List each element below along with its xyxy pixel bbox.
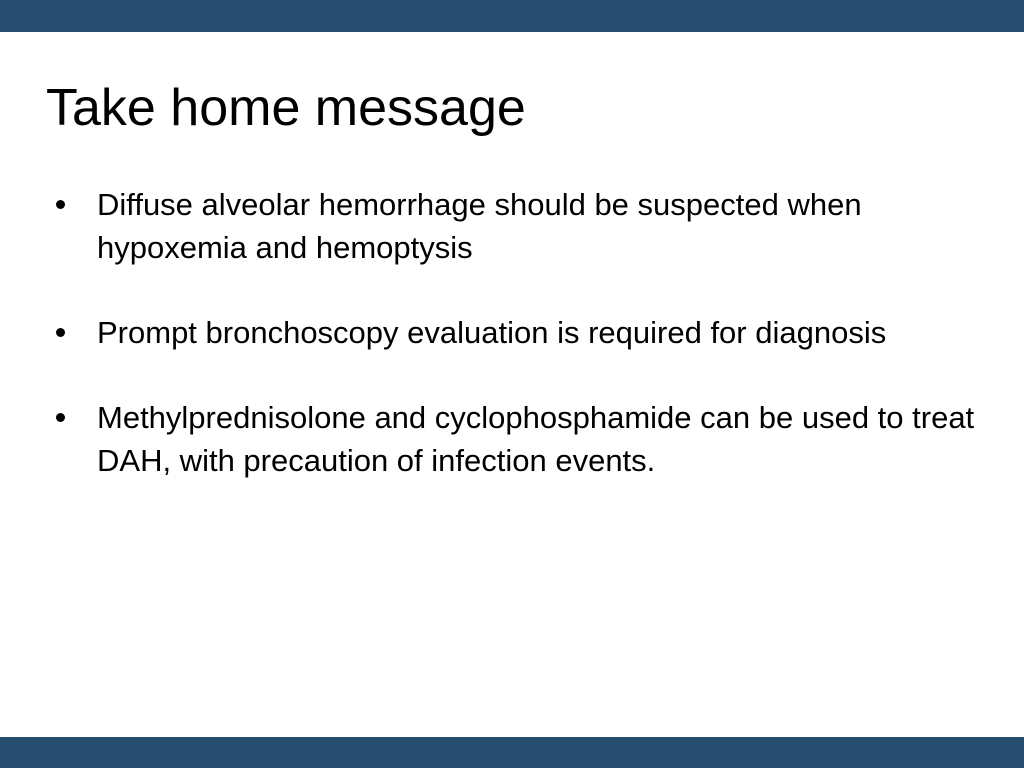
bullet-dot-icon [56,200,65,209]
bullet-list [56,183,996,524]
bullet-item [56,311,996,354]
bullet-item [56,396,996,482]
bullet-text: Prompt bronchoscopy evaluation is required for diagnosis [97,315,887,350]
bullet-item [56,183,996,269]
bullet-dot-icon [56,413,65,422]
bullet-dot-icon [56,328,65,337]
top-header-band [0,0,1024,32]
bullet-text: Diffuse alveolar hemorrhage should be suspected when hypoxemia and hemoptysis [97,187,862,265]
bullet-text: Methylprednisolone and cyclophosphamide can be used to treat DAH, with precaution of infection events. [97,400,975,478]
bottom-footer-band [0,737,1024,768]
slide-title: Take home message [46,79,526,137]
